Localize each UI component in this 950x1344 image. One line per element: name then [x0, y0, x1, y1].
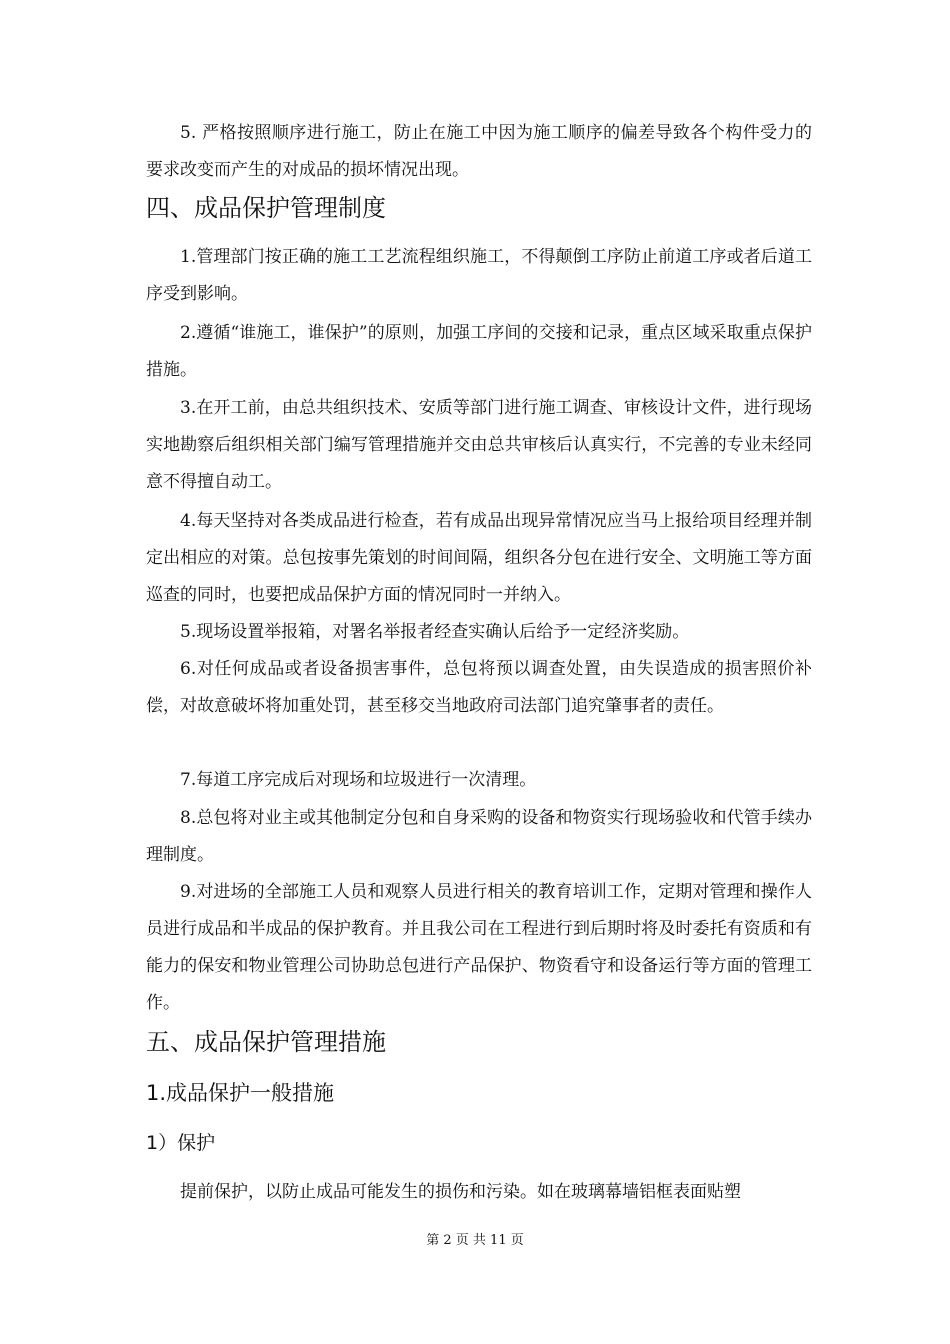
paragraph-rule-1: 1.管理部门按正确的施工工艺流程组织施工，不得颠倒工序防止前道工序或者后道工序受到影响。: [146, 247, 812, 304]
subsection-heading-1: 1.成品保护一般措施: [146, 1081, 335, 1105]
paragraph-rule-9: 9.对进场的全部施工人员和观察人员进行相关的教育培训工作，定期对管理和操作人员进行成品和半成品的保护教育。并且我公司在工程进行到后期时将及时委托有资质和有能力的保安和物业管理公司协助总包进行产品保护、物资看守和设备运行等方面的管理工作。: [146, 882, 812, 1013]
paragraph-rule-4: 4.每天坚持对各类成品进行检查，若有成品出现异常情况应当马上报给项目经理并制定出相应的对策。总包按事先策划的时间间隔，组织各分包在进行安全、文明施工等方面巡查的同时，也要把成品保护方面的情况同时一并纳入。: [146, 511, 812, 605]
paragraph-rule-8: 8.总包将对业主或其他制定分包和自身采购的设备和物资实行现场验收和代管手续办理制度。: [146, 808, 812, 865]
paragraph-rule-5: 5.现场设置举报箱，对署名举报者经查实确认后给予一定经济奖励。: [180, 622, 690, 642]
paragraph-rule-2: 2.遵循“谁施工，谁保护”的原则，加强工序间的交接和记录，重点区域采取重点保护措施。: [146, 323, 812, 380]
paragraph-rule-7: 7.每道工序完成后对现场和垃圾进行一次清理。: [180, 770, 537, 790]
page-number-footer: 第 2 页 共 11 页: [426, 1233, 524, 1248]
paragraph-rule-6: 6.对任何成品或者设备损害事件，总包将预以调查处置，由失误造成的损害照价补偿，对故意破坏将加重处罚，甚至移交当地政府司法部门追究肇事者的责任。: [146, 659, 812, 716]
paragraph-rule-3: 3.在开工前，由总共组织技术、安质等部门进行施工调查、审核设计文件，进行现场实地勘察后组织相关部门编写管理措施并交由总共审核后认真实行，不完善的专业未经同意不得擅自动工。: [146, 398, 812, 492]
paragraph-protect: 提前保护，以防止成品可能发生的损伤和污染。如在玻璃幕墙铝框表面贴塑: [180, 1182, 741, 1202]
section-heading-4: 四、成品保护管理制度: [146, 194, 386, 222]
paragraph-item-5: 5. 严格按照顺序进行施工，防止在施工中因为施工顺序的偏差导致各个构件受力的要求改变而产生的对成品的损坏情况出现。: [146, 123, 812, 180]
section-heading-5: 五、成品保护管理措施: [146, 1028, 386, 1056]
subsubsection-heading-protect: 1）保护: [146, 1132, 216, 1154]
